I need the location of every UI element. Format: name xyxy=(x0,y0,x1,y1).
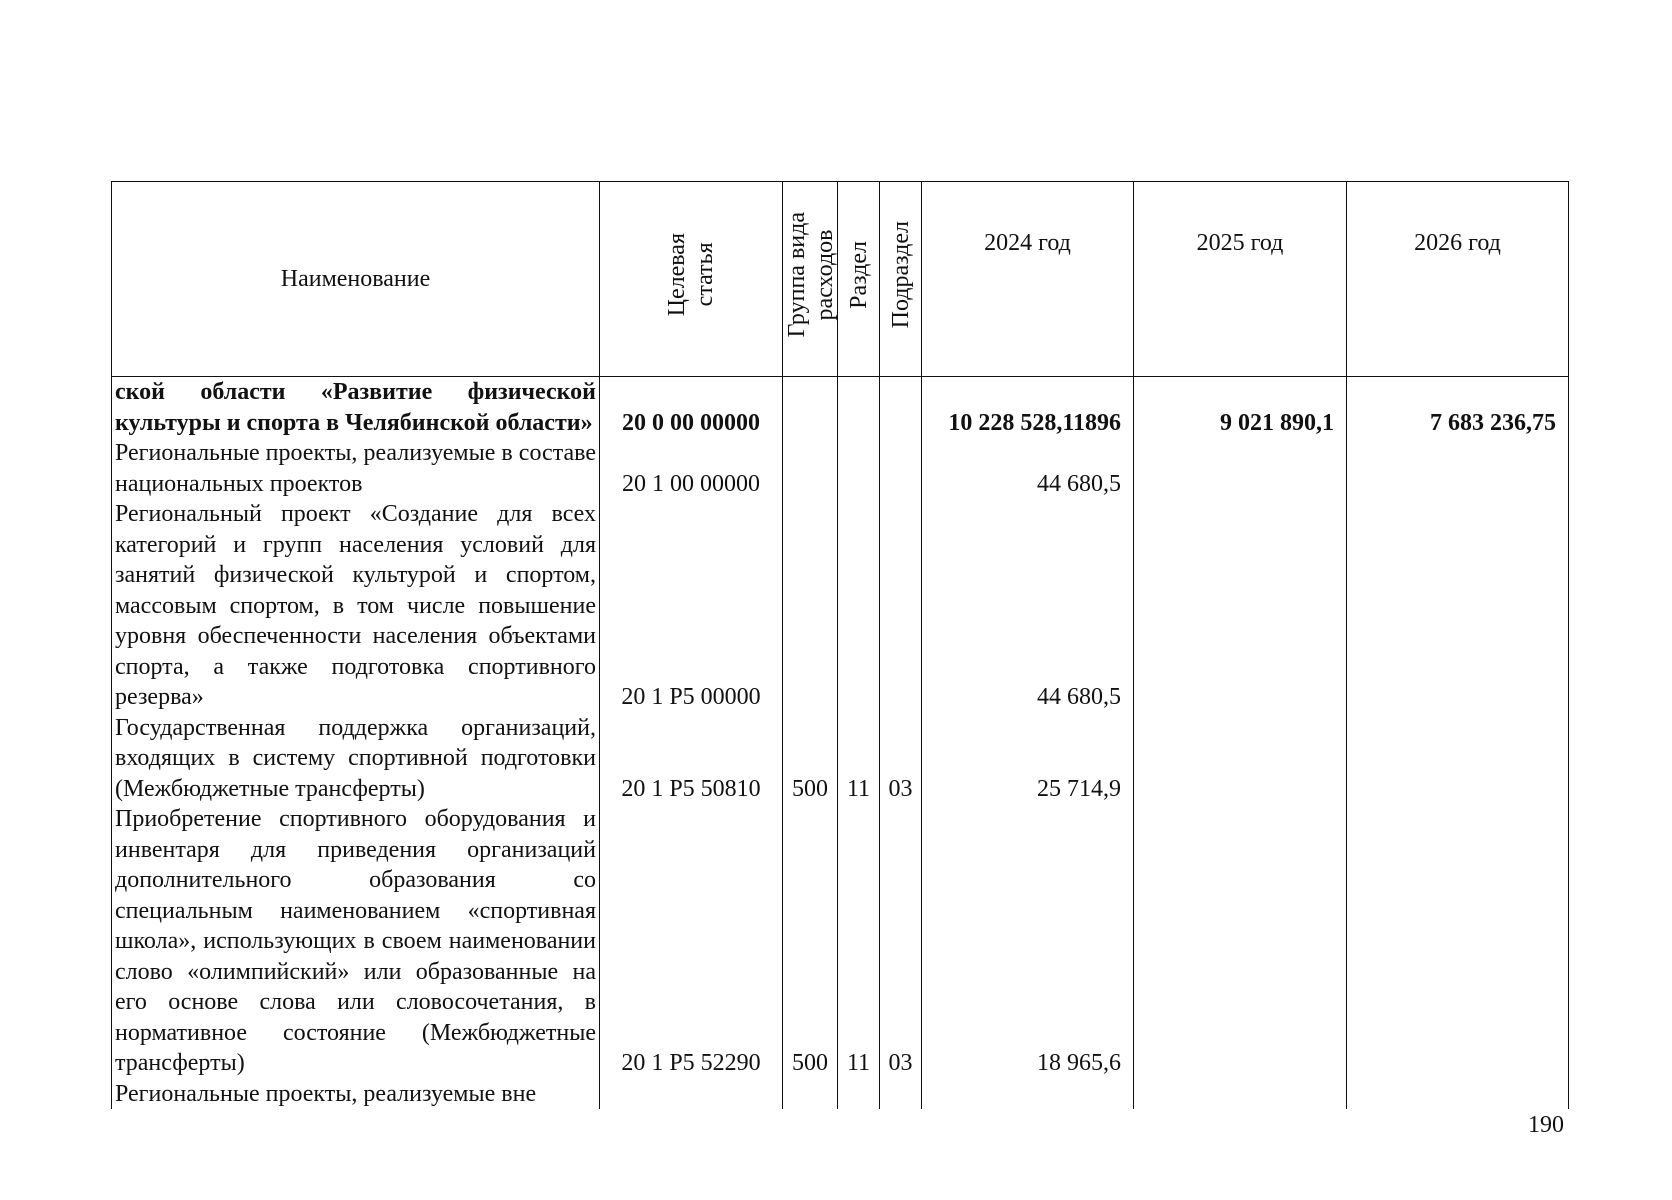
row-code: 20 1 P5 00000 xyxy=(600,499,783,713)
row-subsection xyxy=(880,377,922,439)
row-section xyxy=(838,438,880,499)
row-section: 11 xyxy=(838,713,880,805)
row-2025 xyxy=(1134,713,1347,805)
row-code: 20 1 00 00000 xyxy=(600,438,783,499)
row-2026 xyxy=(1347,713,1569,805)
row-subsection xyxy=(880,499,922,713)
row-2026: 7 683 236,75 xyxy=(1347,377,1569,439)
row-2026 xyxy=(1347,1079,1569,1110)
row-section: 11 xyxy=(838,804,880,1079)
row-2025 xyxy=(1134,1079,1347,1110)
table-header-row xyxy=(112,182,1569,377)
row-group xyxy=(783,1079,838,1110)
row-2026 xyxy=(1347,438,1569,499)
row-section xyxy=(838,499,880,713)
row-2025: 9 021 890,1 xyxy=(1134,377,1347,439)
row-name: Региональный проект «Создание для всех категорий и групп населения условий для занятий физической культурой и спортом, массовым спортом, в том числе повышение уровня обеспеченности населения объектами спорта, а также подготовка спортивного резерва» xyxy=(112,499,600,713)
row-2026 xyxy=(1347,804,1569,1079)
row-2024: 10 228 528,11896 xyxy=(922,377,1134,439)
header-expense-group: Группа вида расходов xyxy=(783,182,838,377)
table-row xyxy=(112,438,1569,499)
row-group: 500 xyxy=(783,713,838,805)
row-group: 500 xyxy=(783,804,838,1079)
row-subsection xyxy=(880,438,922,499)
row-2025 xyxy=(1134,804,1347,1079)
row-code xyxy=(600,1079,783,1110)
row-subsection: 03 xyxy=(880,804,922,1079)
table-row xyxy=(112,713,1569,805)
table-row xyxy=(112,1079,1569,1110)
row-group xyxy=(783,499,838,713)
row-2026 xyxy=(1347,499,1569,713)
table-row xyxy=(112,377,1569,439)
row-2025 xyxy=(1134,438,1347,499)
row-name: ской области «Развитие физической культуры и спорта в Челябинской области» xyxy=(112,377,600,439)
header-2024: 2024 год xyxy=(922,182,1134,377)
row-group xyxy=(783,438,838,499)
row-subsection: 03 xyxy=(880,713,922,805)
row-2024: 44 680,5 xyxy=(922,438,1134,499)
header-subsection: Подраздел xyxy=(880,182,922,377)
row-2024: 44 680,5 xyxy=(922,499,1134,713)
row-subsection xyxy=(880,1079,922,1110)
row-name: Приобретение спортивного оборудования и инвентаря для приведения организаций дополнительного образования со специальным наименованием «спортивная школа», использующих в своем наименовании слово «олимпийский» или образованные на его основе слова или словосочетания, в нормативное состояние (Межбюджетные трансферты) xyxy=(112,804,600,1079)
row-section xyxy=(838,1079,880,1110)
row-2024 xyxy=(922,1079,1134,1110)
row-code: 20 0 00 00000 xyxy=(600,377,783,439)
row-code: 20 1 P5 50810 xyxy=(600,713,783,805)
header-name: Наименование xyxy=(112,182,600,377)
table-row xyxy=(112,804,1569,1079)
page-number: 190 xyxy=(1528,1112,1564,1138)
table-row xyxy=(112,499,1569,713)
header-section: Раздел xyxy=(838,182,880,377)
header-target-article: Целевая статья xyxy=(600,182,783,377)
row-section xyxy=(838,377,880,439)
row-name: Региональные проекты, реализуемые в составе национальных проектов xyxy=(112,438,600,499)
row-2024: 25 714,9 xyxy=(922,713,1134,805)
row-code: 20 1 P5 52290 xyxy=(600,804,783,1079)
row-group xyxy=(783,377,838,439)
row-name: Государственная поддержка организаций, входящих в систему спортивной подготовки (Межбюджетные трансферты) xyxy=(112,713,600,805)
budget-table xyxy=(111,181,1569,1109)
row-2024: 18 965,6 xyxy=(922,804,1134,1079)
row-name: Региональные проекты, реализуемые вне xyxy=(112,1079,600,1110)
header-2026: 2026 год xyxy=(1347,182,1569,377)
row-2025 xyxy=(1134,499,1347,713)
header-2025: 2025 год xyxy=(1134,182,1347,377)
